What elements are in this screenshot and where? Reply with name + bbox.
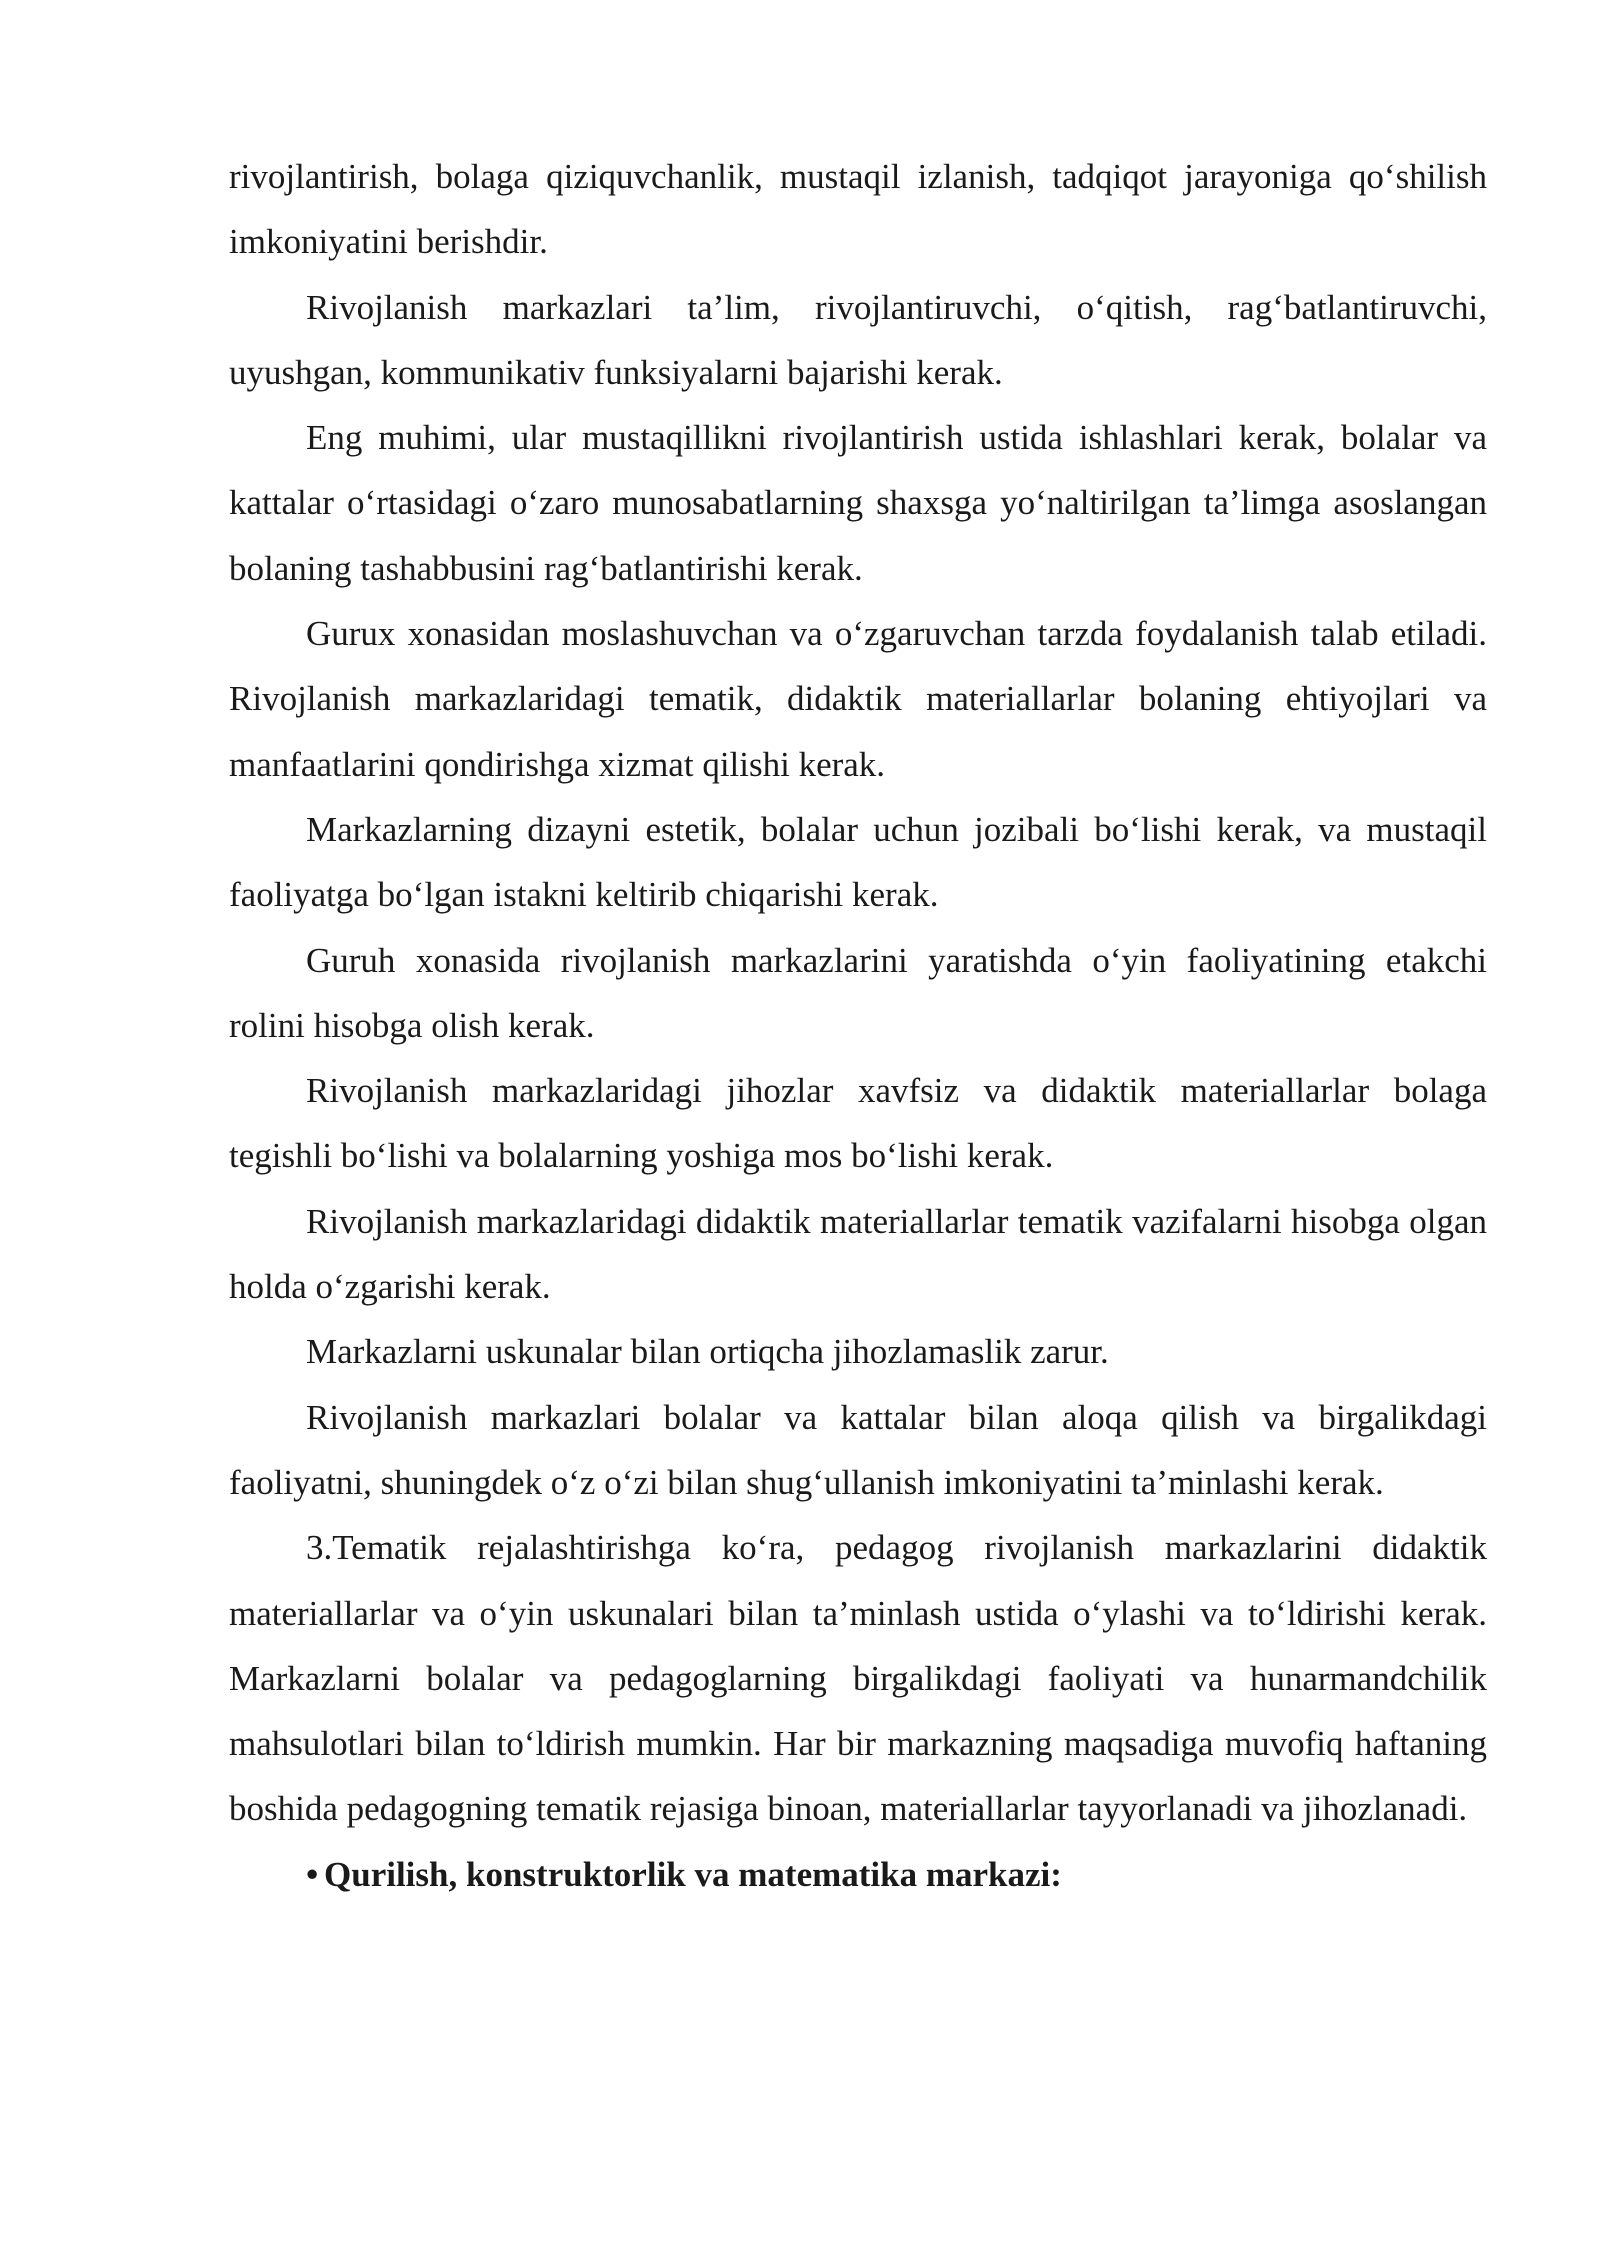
paragraph-independence: Eng muhimi, ular mustaqillikni rivojlantirish ustida ishlashlari kerak, bolalar va kattalar o‘rtasidagi o‘zaro munosabatlarning shaxsga yo‘naltirilgan ta’limga asoslangan bolaning tashabbusini rag‘batlantirishi kerak. (229, 418, 1487, 588)
paragraph-design: Markazlarning dizayni estetik, bolalar uchun jozibali bo‘lishi kerak, va mustaqil faoliyatga bo‘lgan istakni keltirib chiqarishi kerak. (229, 809, 1487, 915)
paragraph-group-room-usage: Gurux xonasidan moslashuvchan va o‘zgaruvchan tarzda foydalanish talab etiladi. Rivojlanish markazlaridagi tematik, didaktik materiallarlar bolaning ehtiyojlari va manfaatlarini qondirishga xizmat qilishi kerak. (229, 614, 1487, 784)
bullet-icon: • (306, 1854, 319, 1894)
document-body (229, 144, 1487, 1907)
paragraph-development-centers-functions: Rivojlanish markazlari ta’lim, rivojlantiruvchi, o‘qitish, rag‘batlantiruvchi, uyushgan, kommunikativ funksiyalarni bajarishi kerak. (229, 287, 1487, 392)
paragraph-play-role: Guruh xonasida rivojlanish markazlarini yaratishda o‘yin faoliyatining etakchi rolini hisobga olish kerak. (229, 940, 1487, 1045)
paragraph-no-overequipping: Markazlarni uskunalar bilan ortiqcha jihozlamaslik zarur. (306, 1332, 1109, 1372)
paragraph-continuation: rivojlantirish, bolaga qiziquvchanlik, mustaqil izlanish, tadqiqot jarayoniga qo‘shilish imkoniyatini berishdir. (229, 157, 1487, 262)
paragraph-thematic-planning: 3.Tematik rejalashtirishga ko‘ra, pedagog rivojlanish markazlarini didaktik materiallarlar va o‘yin uskunalari bilan ta’minlash ustida o‘ylashi va to‘ldirishi kerak. Markazlarni bolalar va pedagoglarning birgalikdagi faoliyati va hunarmandchilik mahsulotlari bilan to‘ldirish mumkin. Har bir markazning maqsadiga muvofiq haftaning boshida pedagogning tematik rejasiga binoan, materiallarlar tayyorlanadi va jihozlanadi. (229, 1528, 1487, 1829)
paragraph-materials-change: Rivojlanish markazlaridagi didaktik materiallarlar tematik vazifalarni hisobga olgan holda o‘zgarishi kerak. (229, 1201, 1487, 1307)
section-heading-construction-math-center (229, 1842, 1487, 1907)
paragraph-communication: Rivojlanish markazlari bolalar va kattalar bilan aloqa qilish va birgalikdagi faoliyatni, shuningdek o‘z o‘zi bilan shug‘ullanish imkoniyatini ta’minlashi kerak. (229, 1397, 1487, 1502)
section-heading-text: Qurilish, konstruktorlik va matematika markazi: (324, 1854, 1062, 1894)
paragraph-equipment-safety: Rivojlanish markazlaridagi jihozlar xavfsiz va didaktik materiallarlar bolaga tegishli bo‘lishi va bolalarning yoshiga mos bo‘lishi kerak. (229, 1071, 1487, 1176)
